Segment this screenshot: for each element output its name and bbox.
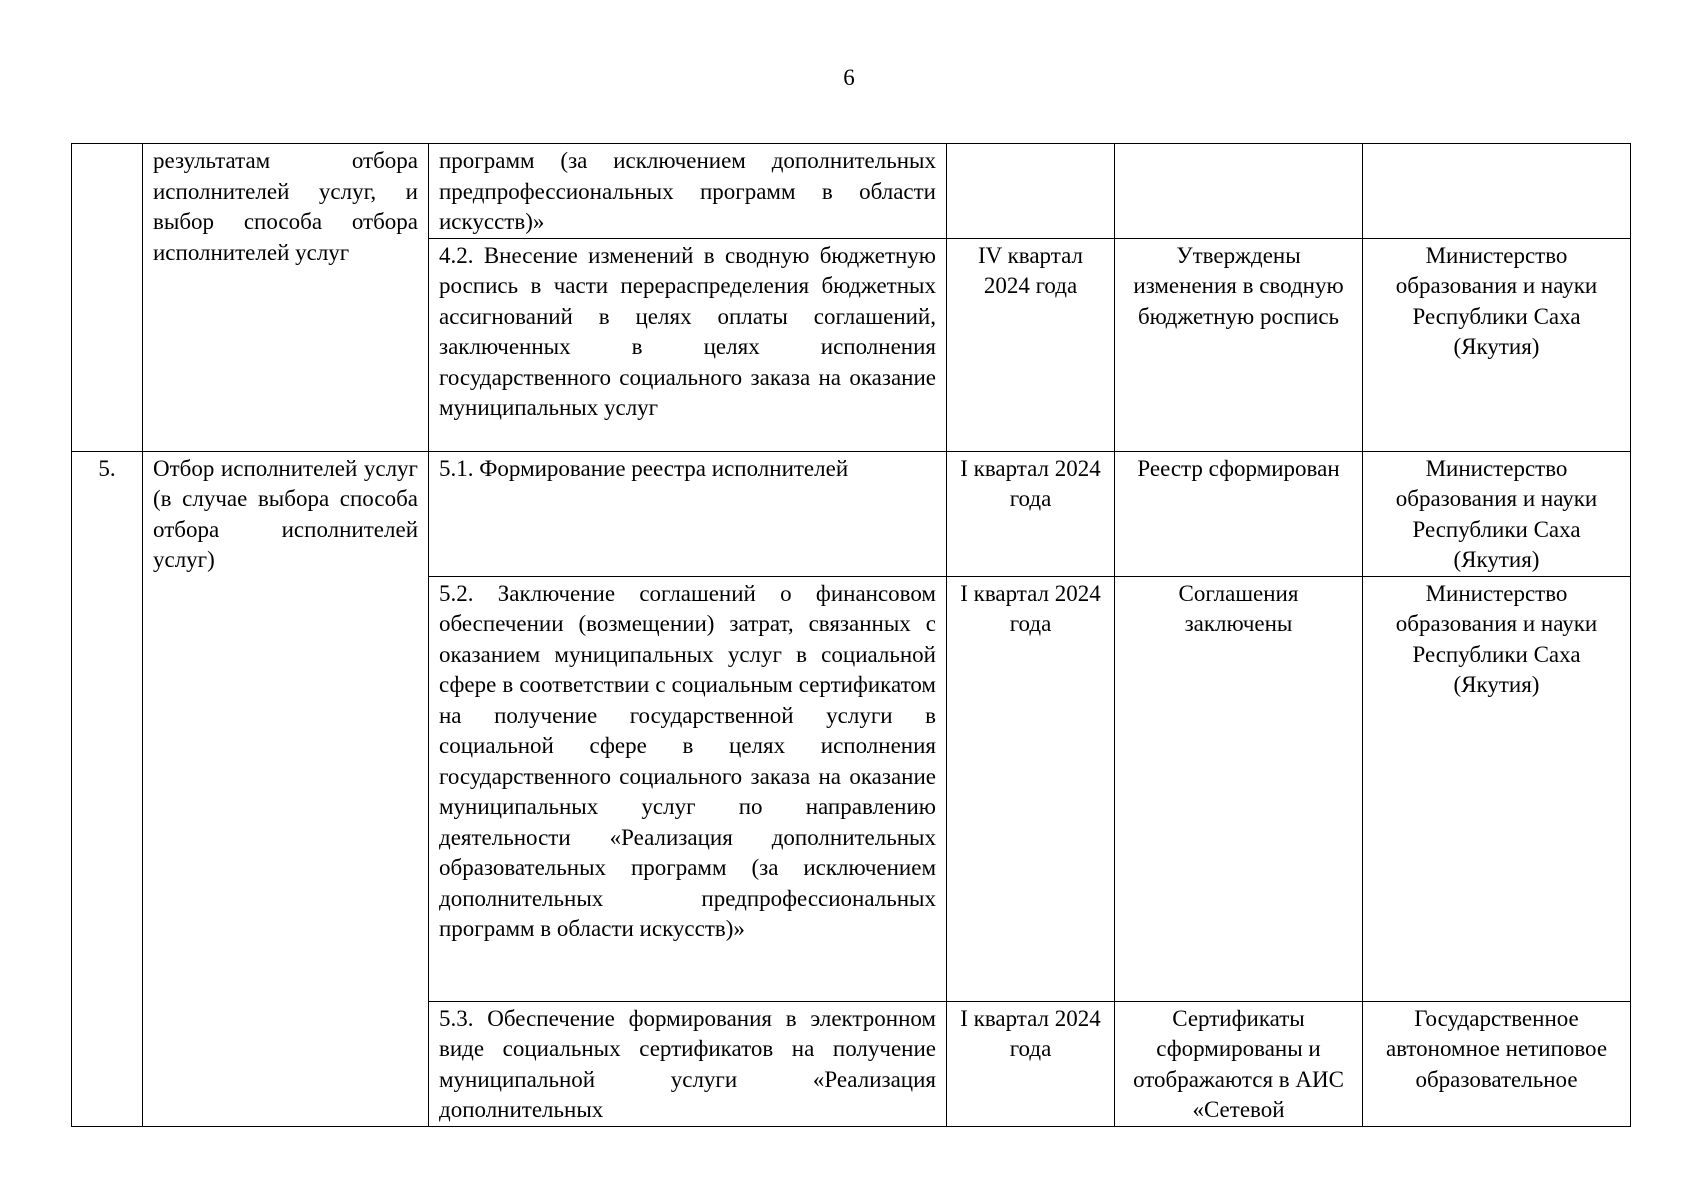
responsible-cell: Министерство образования и науки Республики Саха (Якутия)	[1363, 238, 1631, 451]
action-cell: 5.3. Обеспечение формирования в электронном виде социальных сертификатов на получение муниципальной услуги «Реализация дополнительных	[429, 1001, 947, 1126]
responsible-cell: Министерство образования и науки Республики Саха (Якутия)	[1363, 451, 1631, 576]
result-cell: Сертификаты сформированы и отображаются в АИС «Сетевой	[1115, 1001, 1363, 1126]
responsible-cell	[1363, 144, 1631, 239]
responsible-cell: Министерство образования и науки Республики Саха (Якутия)	[1363, 576, 1631, 1001]
stage-cell: результатам отбора исполнителей услуг, и выбор способа отбора исполнителей услуг	[143, 144, 429, 452]
page-number: 6	[843, 65, 855, 90]
term-cell: I квартал 2024 года	[947, 451, 1115, 576]
result-cell	[1115, 144, 1363, 239]
plan-table	[71, 143, 1631, 1127]
result-cell: Реестр сформирован	[1115, 451, 1363, 576]
term-cell: IV квартал 2024 года	[947, 238, 1115, 451]
table-row	[72, 451, 1631, 576]
responsible-cell: Государственное автономное нетиповое образовательное	[1363, 1001, 1631, 1126]
action-cell: программ (за исключением дополнительных предпрофессиональных программ в области искусств)»	[429, 144, 947, 239]
action-cell: 5.1. Формирование реестра исполнителей	[429, 451, 947, 576]
stage-cell: Отбор исполнителей услуг (в случае выбора способа отбора исполнителей услуг)	[143, 451, 429, 1126]
action-cell: 4.2. Внесение изменений в сводную бюджетную роспись в части перераспределения бюджетных ассигнований в целях оплаты соглашений, заключенных в целях исполнения государственного социального заказа на оказание муниципальных услуг	[429, 238, 947, 451]
row-number-cell	[72, 144, 143, 452]
term-cell: I квартал 2024 года	[947, 1001, 1115, 1126]
row-number-cell: 5.	[72, 451, 143, 1126]
result-cell: Утверждены изменения в сводную бюджетную роспись	[1115, 238, 1363, 451]
result-cell: Соглашения заключены	[1115, 576, 1363, 1001]
term-cell	[947, 144, 1115, 239]
term-cell: I квартал 2024 года	[947, 576, 1115, 1001]
action-cell: 5.2. Заключение соглашений о финансовом обеспечении (возмещении) затрат, связанных с оказанием муниципальных услуг в социальной сфере в соответствии с социальным сертификатом на получение государственной услуги в социальной сфере в целях исполнения государственного социального заказа на оказание муниципальных услуг по направлению деятельности «Реализация дополнительных образовательных программ (за исключением дополнительных предпрофессиональных программ в области искусств)»	[429, 576, 947, 1001]
table-row	[72, 144, 1631, 239]
